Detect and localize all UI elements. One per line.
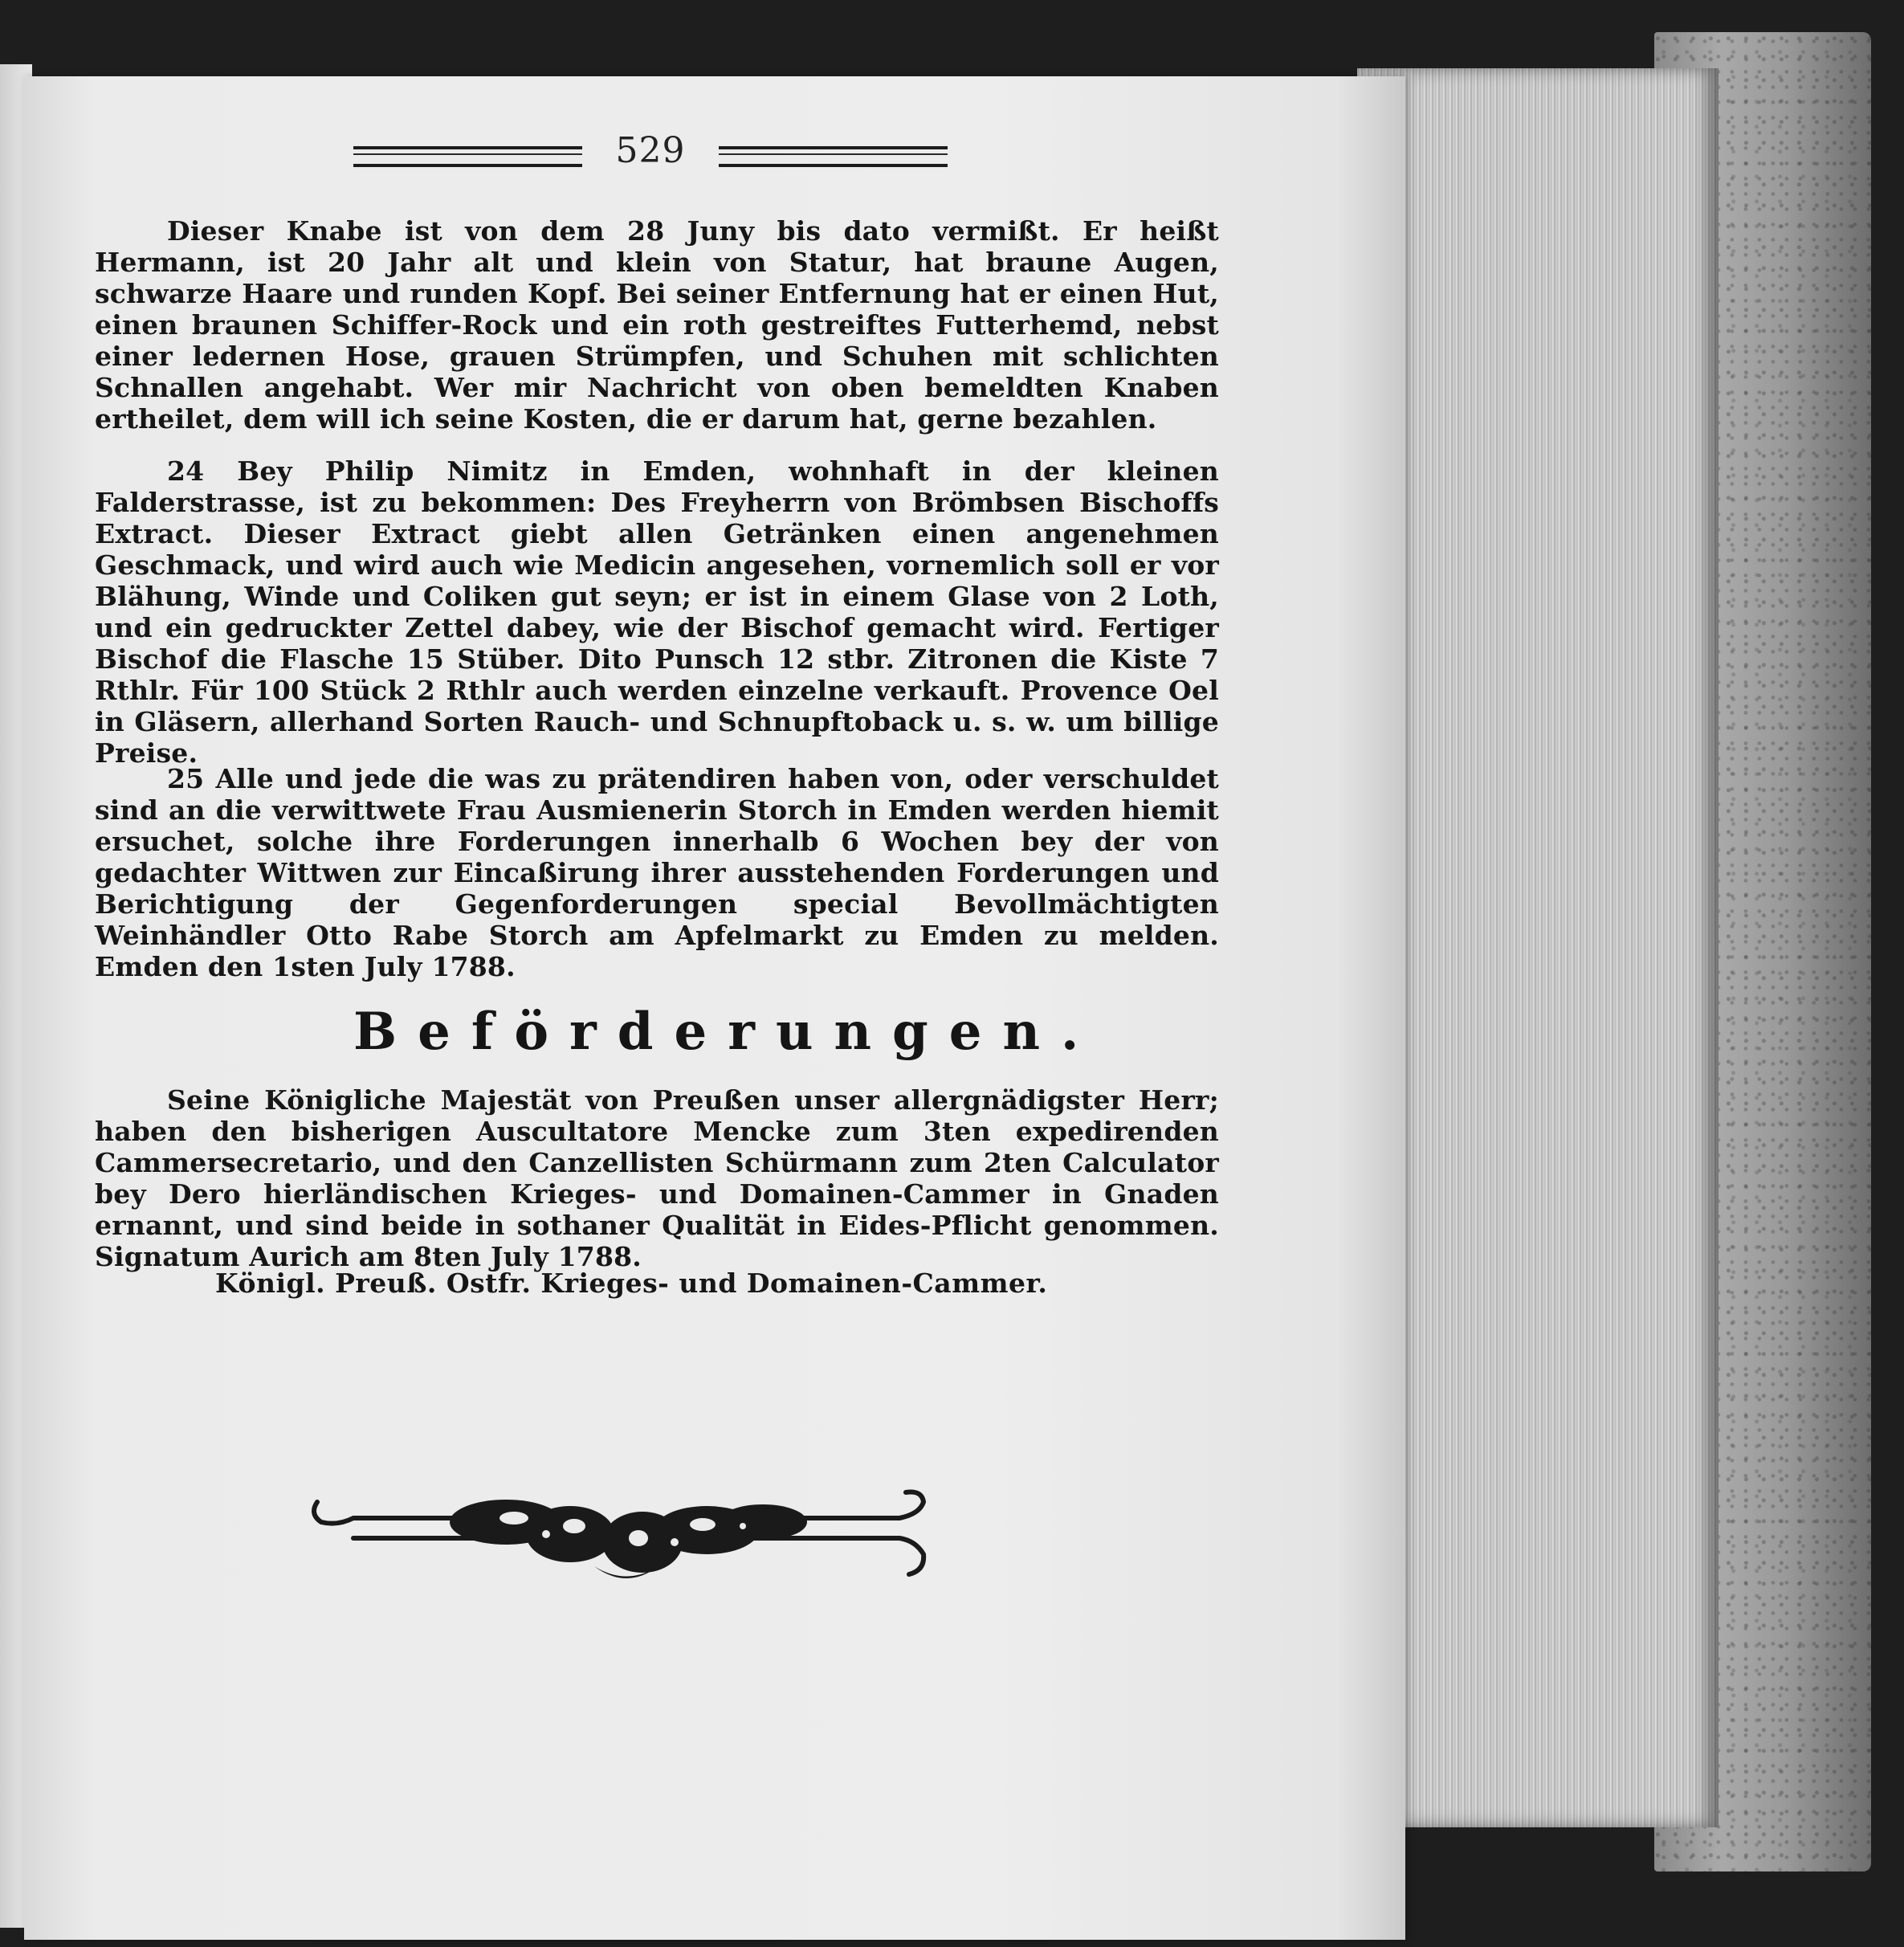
signature: Königl. Preuß. Ostfr. Krieges- und Domainen-Cammer. [215,1267,1048,1299]
notice-creditors-text: 25 Alle und jede die was zu prätendiren haben von, oder verschuldet sind an die verwittwete Frau Ausmienerin Storch in Emden werden hiemit ersuchet, solche ihre Forderungen innerhalb 6 Wochen bey der von gedachter Wittwen zur Eincaßirung ihrer ausstehenden Forderungen und Berichtigung der Gegenforderungen special Bevollmächtigten Weinhändler Otto Rabe Storch am Apfelmarkt zu Emden zu melden. Emden den 1sten July 1788. [95,763,1219,982]
announcement [95,1084,1219,1272]
notice-bischoff-extract-text: 24 Bey Philip Nimitz in Emden, wohnhaft in der kleinen Falderstrasse, ist zu bekommen: Des Freyherrn von Brömbsen Bischoffs Extract. Dieser Extract giebt allen Getränken einen angenehmen Geschmack, und wird auch wie Medicin angesehen, vornemlich soll er vor Blähung, Winde und Coliken gut seyn; er ist in einem Glase von 2 Loth, und ein gedruckter Zettel dabey, wie der Bischof gemacht wird. Fertiger Bischof die Flasche 15 Stüber. Dito Punsch 12 stbr. Zitronen die Kiste 7 Rthlr. Für 100 Stück 2 Rthlr auch werden einzelne verkauft. Provence Oel in Gläsern, allerhand Sorten Rauch- und Schnupftoback u. s. w. um billige Preise. [95,455,1219,769]
notice-creditors [95,763,1219,982]
notice-bischoff-extract [95,455,1219,769]
page-header [353,129,948,177]
section-title: Beförderungen. [353,1002,1100,1062]
notice-missing-boy-text: Dieser Knabe ist von dem 28 Juny bis dato vermißt. Er heißt Hermann, ist 20 Jahr alt und klein von Statur, hat braune Augen, schwarze Haare und runden Kopf. Bei seiner Entfernung hat er einen Hut, einen braunen Schiffer-Rock und ein roth gestreiftes Futterhemd, nebst einer ledernen Hose, grauen Strümpfen, und Schuhen mit schlichten Schnallen angehabt. Wer mir Nachricht von oben bemeldten Knaben ertheilet, dem will ich seine Kosten, die er darum hat, gerne bezahlen. [95,215,1219,435]
page-number: 529 [615,130,686,171]
header-rule-right [719,146,948,167]
page-edges [1357,68,1718,1827]
notice-missing-boy [95,215,1219,435]
ornament-vignette [305,1478,948,1590]
announcement-text: Seine Königliche Majestät von Preußen unser allergnädigster Herr; haben den bisherigen Auscultatore Mencke zum 3ten expedirenden Cammersecretario, und den Canzellisten Schürmann zum 2ten Calculator bey Dero hierländischen Krieges- und Domainen-Cammer in Gnaden ernannt, und sind beide in sothaner Qualität in Eides-Pflicht genommen. Signatum Aurich am 8ten July 1788. [95,1084,1219,1272]
